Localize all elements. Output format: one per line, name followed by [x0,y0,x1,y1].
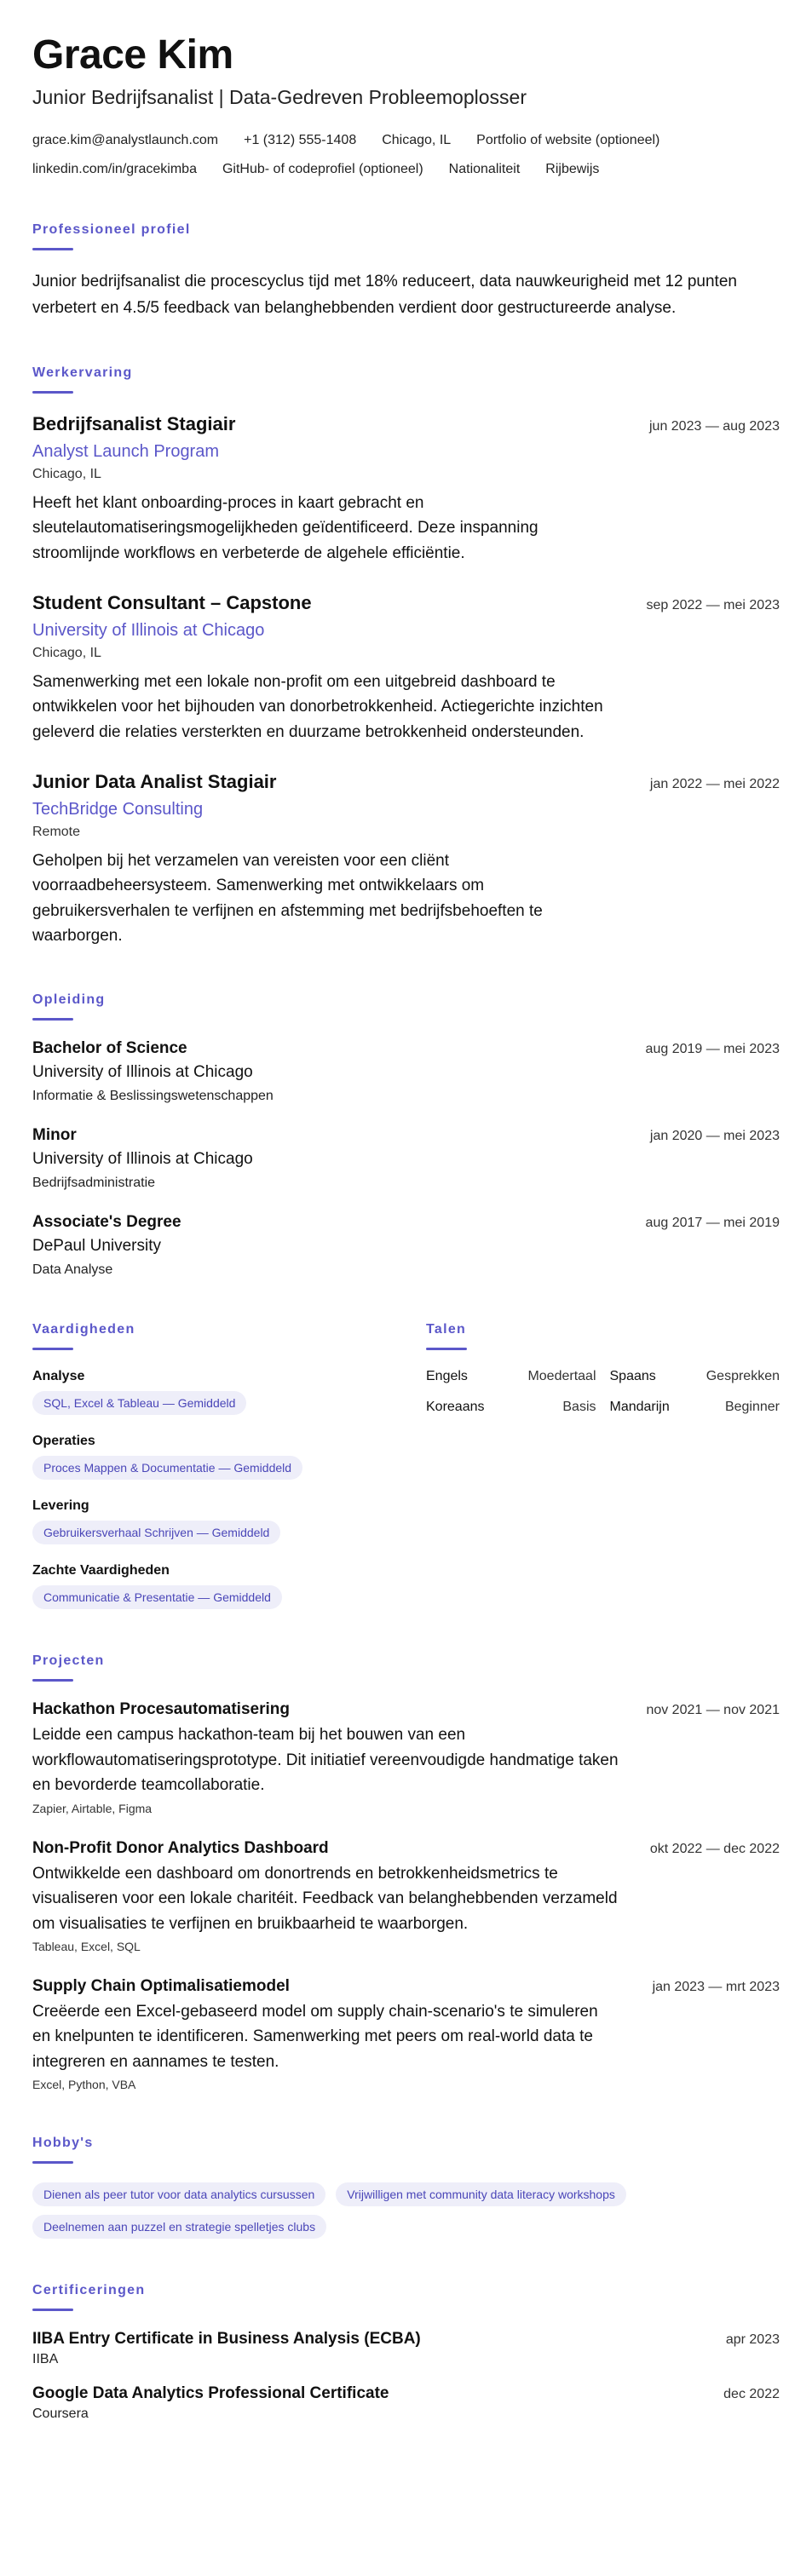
hobby-list [32,2182,731,2239]
section-title-profile: Professioneel profiel [32,222,191,238]
contact-linkedin[interactable]: linkedin.com/in/gracekimba [32,161,197,176]
experience-entry [32,770,780,948]
skills-languages-section [32,1322,780,1609]
language-item [610,1400,780,1415]
section-title-hobbies: Hobby's [32,2136,94,2151]
certification-issuer: Coursera [32,2406,89,2422]
language-item [610,1369,780,1384]
skill-pill: Communicatie & Presentatie — Gemiddeld [32,1585,282,1609]
skill-group [32,1563,426,1609]
job-dates: jan 2022 — mei 2022 [649,777,780,792]
contact-phone[interactable]: +1 (312) 555-1408 [244,133,357,148]
skill-pill: SQL, Excel & Tableau — Gemiddeld [32,1391,246,1415]
languages-column [426,1322,780,1609]
job-dates: sep 2022 — mei 2023 [646,598,780,613]
profile-section [32,222,780,321]
project-tools: Tableau, Excel, SQL [32,1940,141,1954]
skill-group [32,1369,426,1415]
skill-category: Levering [32,1498,89,1514]
hobbies-section [32,2136,780,2239]
hobby-pill: Deelnemen aan puzzel en strategie spelletjes clubs [32,2215,326,2239]
skill-category: Analyse [32,1369,85,1384]
project-title: Supply Chain Optimalisatiemodel [32,1977,290,1996]
job-location: Chicago, IL [32,466,101,481]
job-description: Samenwerking met een lokale non-profit om een uitgebreid dashboard te ontwikkelen voor het bijhouden van donorbetrokkenheid. Actiegerichte inzichten geleverd die relaties versterkten en duurzame betrokkenheid ondersteunden. [32,672,603,741]
language-name: Koreaans [426,1400,485,1415]
project-dates: nov 2021 — nov 2021 [646,1703,780,1718]
skill-pill: Gebruikersverhaal Schrijven — Gemiddeld [32,1521,280,1544]
profile-summary: Junior bedrijfsanalist die procescyclus tijd met 18% reduceert, data nauwkeurigheid met 12 punten verbetert en 4.5/5 feedback van belanghebbenden verdient door gestructureerde analyse. [32,273,737,317]
experience-section [32,365,780,948]
language-level: Basis [562,1400,596,1415]
contact-github[interactable]: GitHub- of codeprofiel (optioneel) [222,161,423,176]
section-divider [32,2161,73,2164]
section-divider [32,1348,73,1350]
field-of-study: Data Analyse [32,1262,113,1278]
certifications-section [32,2283,780,2422]
school-name: University of Illinois at Chicago [32,1063,253,1082]
section-divider [32,248,73,250]
project-title: Non-Profit Donor Analytics Dashboard [32,1838,329,1857]
project-tools: Excel, Python, VBA [32,2078,136,2092]
job-dates: jun 2023 — aug 2023 [648,419,780,434]
job-organization: TechBridge Consulting [32,799,204,819]
skill-group [32,1434,426,1480]
certification-date: dec 2022 [723,2387,780,2402]
education-dates: jan 2020 — mei 2023 [649,1129,780,1144]
school-name: DePaul University [32,1237,161,1256]
job-title: Junior Data Analist Stagiair [32,771,277,793]
language-level: Beginner [724,1400,780,1415]
certification-title: Google Data Analytics Professional Certificate [32,2384,389,2403]
language-item [426,1369,596,1384]
experience-entry [32,591,780,745]
contact-portfolio[interactable]: Portfolio of website (optioneel) [476,133,660,148]
resume-header [32,34,780,178]
contact-row-1 [32,131,780,150]
school-name: University of Illinois at Chicago [32,1150,253,1169]
certification-issuer: IIBA [32,2352,59,2367]
contact-location: Chicago, IL [382,133,452,148]
section-title-projects: Projecten [32,1653,105,1669]
hobby-pill: Vrijwilligen met community data literacy workshops [336,2182,626,2206]
job-title: Student Consultant – Capstone [32,592,312,614]
experience-entry [32,412,780,566]
section-divider [32,2309,73,2311]
skills-column [32,1322,426,1609]
languages-grid [426,1369,780,1415]
section-divider [32,391,73,394]
project-dates: okt 2022 — dec 2022 [649,1841,780,1856]
education-entry [32,1039,780,1104]
project-entry [32,1839,780,1953]
skill-pill: Proces Mappen & Documentatie — Gemiddeld [32,1456,302,1480]
education-dates: aug 2017 — mei 2019 [645,1216,780,1231]
degree-title: Associate's Degree [32,1213,181,1232]
hobby-pill: Dienen als peer tutor voor data analytics cursussen [32,2182,325,2206]
language-name: Spaans [609,1369,656,1384]
job-description: Heeft het klant onboarding-proces in kaart gebracht en sleutelautomatiseringsmogelijkheden geïdentificeerd. Deze inspanning stroomlijnde workflows en verbeterde de algehele efficiëntie. [32,493,538,562]
language-level: Gesprekken [705,1369,780,1384]
certification-date: apr 2023 [725,2332,780,2348]
job-location: Remote [32,824,81,839]
section-divider [426,1348,467,1350]
candidate-name: Grace Kim [32,32,233,78]
education-entry [32,1213,780,1278]
job-description: Geholpen bij het verzamelen van vereisten voor een cliënt voorraadbeheersysteem. Samenwerking met ontwikkelaars om gebruikersverhalen te verfijnen en afstemming met bedrijfsbehoeften te waarborgen. [32,851,543,945]
project-description: Ontwikkelde een dashboard om donortrends en betrokkenheidsmetrics te visualiseren voor een lokale charitéit. Feedback van belanghebbenden verzameld om visualisaties te verfijnen en bruikbaarheid te waarborgen. [32,1864,618,1933]
contact-nationality: Nationaliteit [448,161,521,176]
education-section [32,992,780,1278]
certification-title: IIBA Entry Certificate in Business Analysis (ECBA) [32,2330,421,2349]
project-entry [32,1700,780,1814]
certification-entry [32,2384,780,2422]
job-title: Bedrijfsanalist Stagiair [32,413,236,435]
section-title-languages: Talen [426,1322,467,1337]
skill-category: Zachte Vaardigheden [32,1563,170,1578]
contact-email[interactable]: grace.kim@analystlaunch.com [32,133,219,148]
section-title-skills: Vaardigheden [32,1322,135,1337]
language-name: Mandarijn [609,1400,670,1415]
skill-group [32,1498,426,1544]
contact-drivers-license: Rijbewijs [545,161,600,176]
project-tools: Zapier, Airtable, Figma [32,1801,153,1815]
section-title-education: Opleiding [32,992,106,1008]
project-title: Hackathon Procesautomatisering [32,1700,290,1719]
project-entry [32,1977,780,2091]
field-of-study: Informatie & Beslissingswetenschappen [32,1089,274,1104]
degree-title: Minor [32,1126,77,1145]
section-title-certifications: Certificeringen [32,2283,146,2298]
candidate-headline: Junior Bedrijfsanalist | Data-Gedreven Probleemoplosser [32,86,527,109]
section-divider [32,1679,73,1682]
field-of-study: Bedrijfsadministratie [32,1176,156,1191]
language-item [426,1400,596,1415]
job-organization: Analyst Launch Program [32,441,220,461]
education-dates: aug 2019 — mei 2023 [645,1042,780,1057]
contact-row-2 [32,160,780,179]
projects-section [32,1653,780,2091]
language-name: Engels [426,1369,468,1384]
job-organization: University of Illinois at Chicago [32,620,265,640]
education-entry [32,1126,780,1191]
project-dates: jan 2023 — mrt 2023 [652,1980,780,1995]
section-title-experience: Werkervaring [32,365,133,381]
skill-category: Operaties [32,1434,95,1449]
project-description: Creëerde een Excel-gebaseerd model om supply chain-scenario's te simuleren en knelpunten te identificeren. Samenwerking met peers om real-world data te integreren en aannames te testen. [32,2003,598,2071]
job-location: Chicago, IL [32,645,101,660]
section-divider [32,1018,73,1021]
certification-entry [32,2330,780,2367]
language-level: Moedertaal [527,1369,596,1384]
project-description: Leidde een campus hackathon-team bij het bouwen van een workflowautomatiseringsprototype. Dit initiatief vereenvoudigde handmatige taken en bevorderde teamcollaboratie. [32,1726,619,1795]
degree-title: Bachelor of Science [32,1039,187,1058]
